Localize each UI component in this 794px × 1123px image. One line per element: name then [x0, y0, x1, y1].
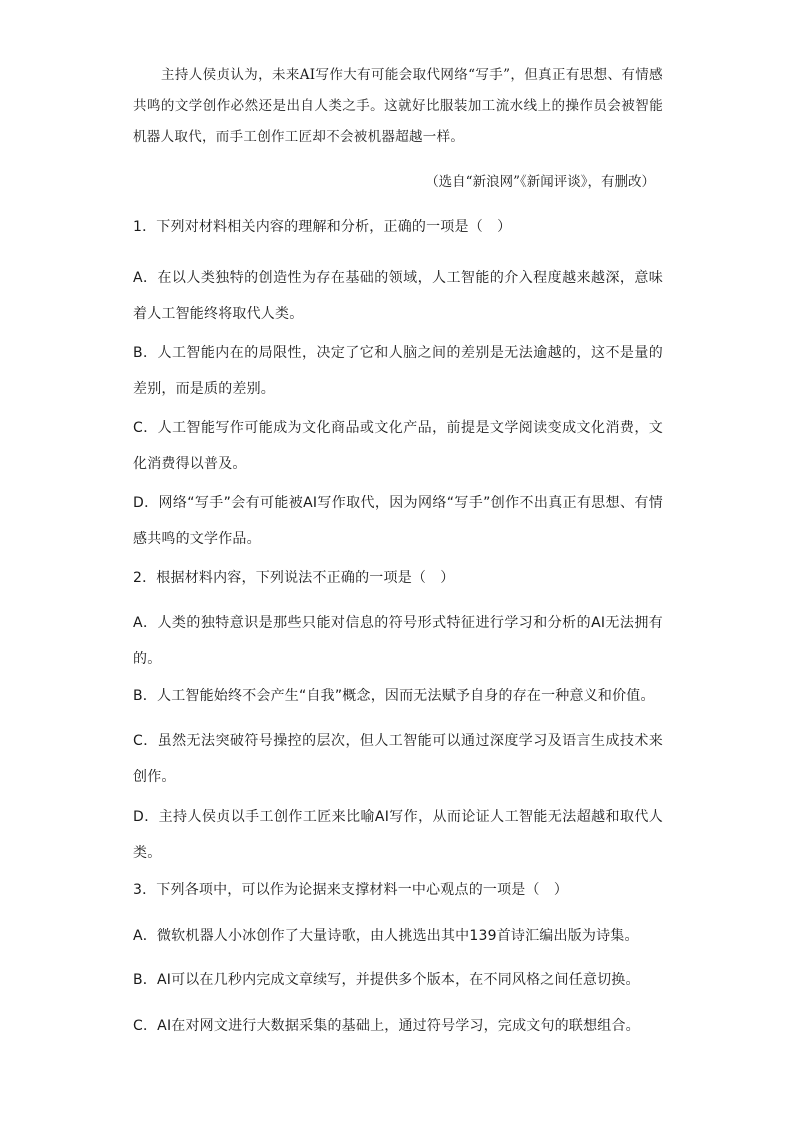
- question-2-option-b: B．人工智能始终不会产生“自我”概念，因而无法赋予自身的存在一种意义和价值。: [133, 688, 655, 704]
- question-1-option-b: B．人工智能内在的局限性，决定了它和人脑之间的差别是无法逾越的，这不是量的差别，而是质的差别。: [133, 345, 663, 397]
- question-1-option-c: C．人工智能写作可能成为文化商品或文化产品，前提是文学阅读变成文化消费，文化消费得以普及。: [133, 420, 663, 472]
- question-3-option-a: A．微软机器人小冰创作了大量诗歌，由人挑选出其中139首诗汇编出版为诗集。: [133, 928, 639, 944]
- question-3-stem: 3．下列各项中，可以作为论据来支撑材料一中心观点的一项是（ ）: [133, 882, 569, 898]
- question-2-option-d: D．主持人侯贞以手工创作工匠来比喻AI写作，从而论证人工智能无法超越和取代人类。: [133, 809, 663, 861]
- question-1-option-a: A．在以人类独特的创造性为存在基础的领域，人工智能的介入程度越来越深，意味着人工智能终将取代人类。: [133, 270, 663, 322]
- question-3-option-b: B．AI可以在几秒内完成文章续写，并提供多个版本，在不同风格之间任意切换。: [133, 972, 640, 988]
- question-2-stem: 2．根据材料内容，下列说法不正确的一项是（ ）: [133, 570, 455, 586]
- question-1-stem: 1．下列对材料相关内容的理解和分析，正确的一项是（ ）: [133, 219, 512, 235]
- passage-source: （选自“新浪网”《新闻评谈》，有删改）: [425, 174, 655, 190]
- question-2-option-c: C．虽然无法突破符号操控的层次，但人工智能可以通过深度学习及语言生成技术来创作。: [133, 733, 663, 785]
- question-1-option-d: D．网络“写手”会有可能被AI写作取代，因为网络“写手”创作不出真正有思想、有情感共鸣的文学作品。: [133, 495, 663, 547]
- passage-paragraph: 主持人侯贞认为，未来AI写作大有可能会取代网络“写手”，但真正有思想、有情感共鸣的文学创作必然还是出自人类之手。这就好比服装加工流水线上的操作员会被智能机器人取代，而手工创作工匠却不会被机器超越一样。: [133, 67, 663, 145]
- question-3-option-c: C．AI在对网文进行大数据采集的基础上，通过符号学习，完成文句的联想组合。: [133, 1018, 640, 1034]
- question-2-option-a: A．人类的独特意识是那些只能对信息的符号形式特征进行学习和分析的AI无法拥有的。: [133, 615, 663, 667]
